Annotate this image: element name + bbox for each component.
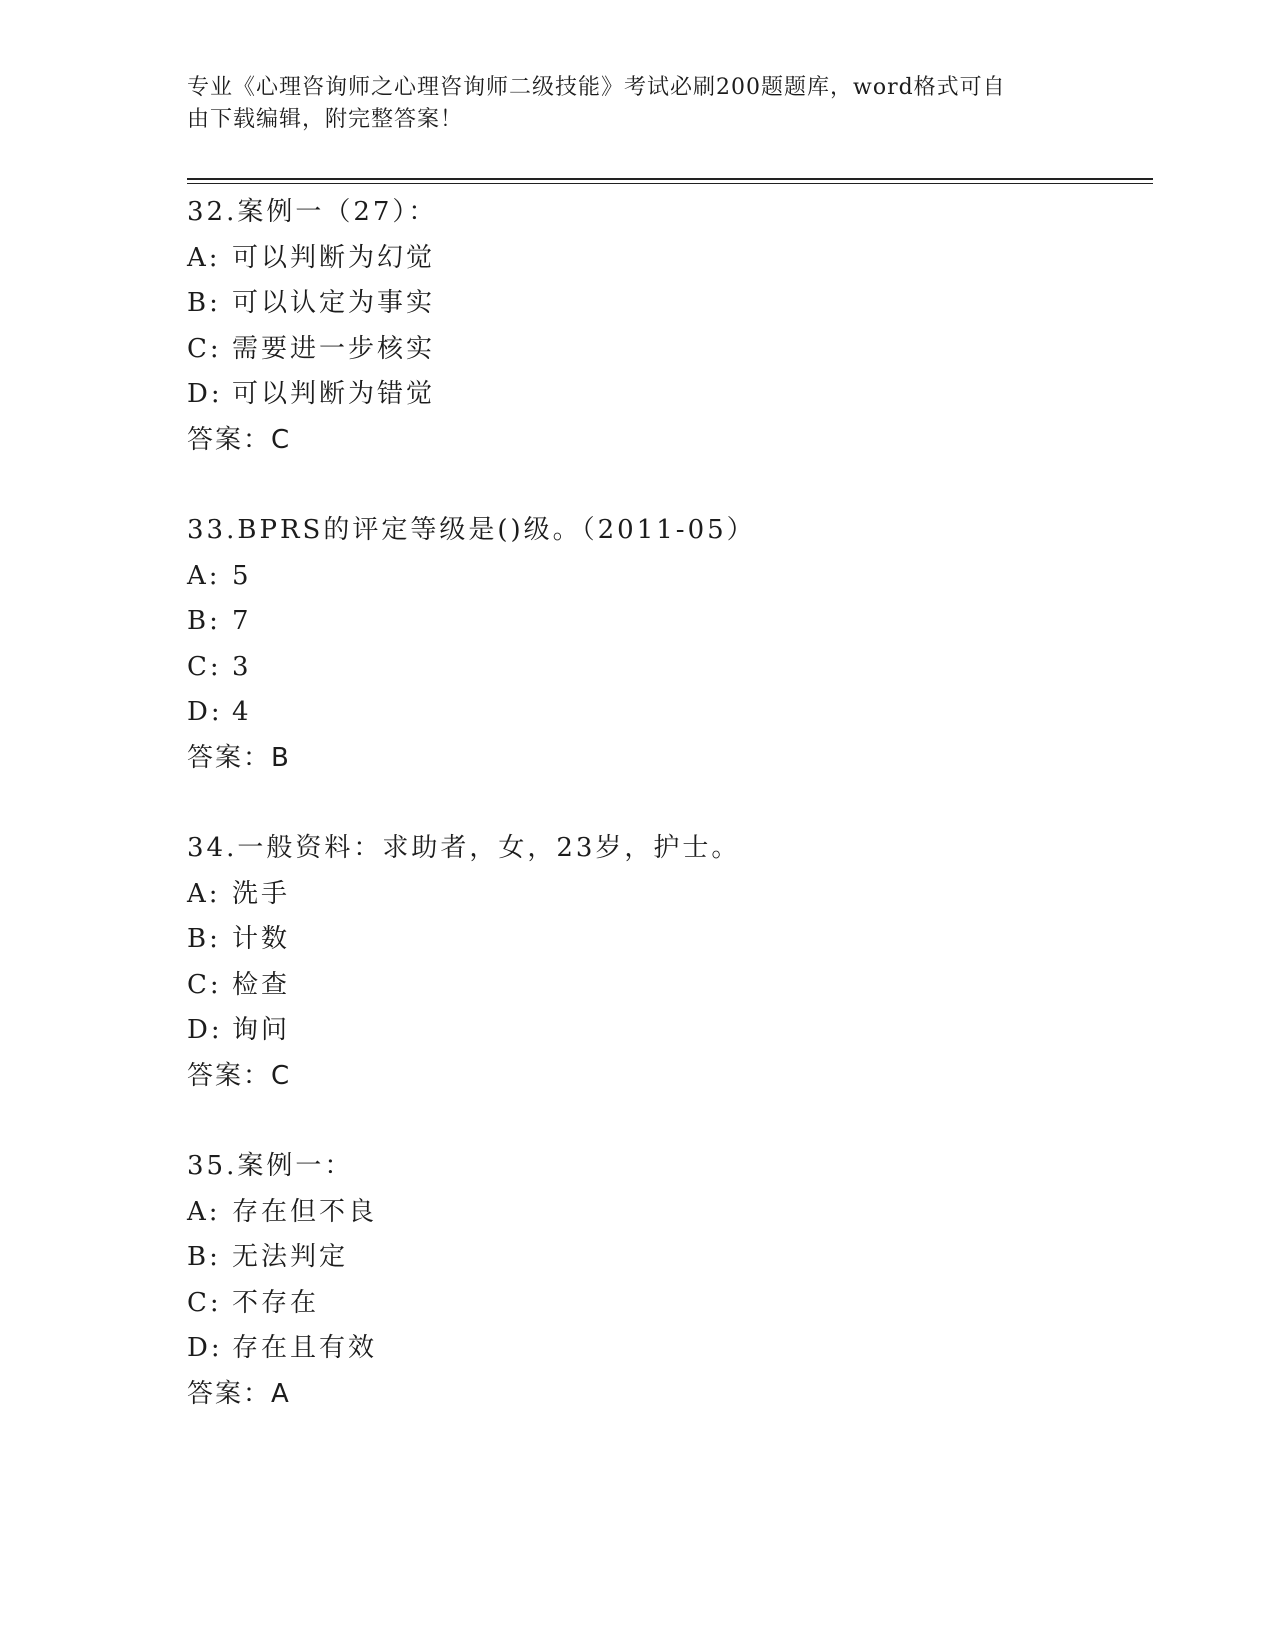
question-stem: 34.一般资料：求助者，女，23岁，护士。 (187, 832, 741, 863)
option-text: 需要进一步核实 (232, 333, 436, 364)
option-text: 检查 (232, 969, 291, 1000)
option-a (187, 554, 1147, 600)
option-c (187, 645, 1147, 691)
option-d (187, 690, 1147, 736)
option-text: 5 (232, 560, 252, 591)
option-letter: A: (187, 1196, 221, 1227)
answer-line: 答案：B (187, 742, 291, 773)
header-divider-thin (187, 183, 1153, 184)
question-stem: 33.BPRS的评定等级是()级。（2011-05） (187, 514, 756, 545)
option-b (187, 281, 1147, 327)
option-text: 可以判断为错觉 (232, 379, 436, 410)
option-text: 无法判定 (232, 1242, 349, 1273)
option-b (187, 599, 1147, 645)
option-a (187, 236, 1147, 282)
option-letter: C: (187, 651, 222, 682)
option-letter: A: (187, 242, 221, 273)
option-text: 4 (232, 697, 252, 728)
option-text: 7 (232, 606, 252, 637)
option-d (187, 1008, 1147, 1054)
question-32 (187, 190, 1147, 463)
answer-line: 答案：C (187, 1060, 292, 1091)
question-33 (187, 508, 1147, 781)
question-stem: 32.案例一（27）： (187, 197, 438, 227)
option-c (187, 327, 1147, 373)
option-letter: B: (187, 606, 221, 637)
answer-line: 答案：C (187, 424, 292, 455)
option-text: 洗手 (232, 878, 291, 909)
question-list (187, 190, 1147, 1462)
header-line-2: 由下载编辑，附完整答案！ (187, 107, 464, 132)
option-letter: B: (187, 924, 221, 955)
option-letter: B: (187, 288, 221, 319)
question-35 (187, 1144, 1147, 1417)
option-letter: D: (187, 1015, 223, 1046)
option-letter: B: (187, 1242, 221, 1273)
option-a (187, 872, 1147, 918)
question-stem: 35.案例一： (187, 1150, 354, 1181)
document-header (187, 72, 1067, 136)
option-b (187, 917, 1147, 963)
option-a (187, 1190, 1147, 1236)
option-letter: A: (187, 560, 221, 591)
option-d (187, 372, 1147, 418)
option-letter: C: (187, 1287, 222, 1318)
option-text: 不存在 (232, 1287, 320, 1318)
option-text: 可以判断为幻觉 (232, 242, 436, 273)
question-34 (187, 826, 1147, 1099)
option-letter: A: (187, 878, 221, 909)
option-text: 存在但不良 (232, 1196, 378, 1227)
answer-line: 答案：A (187, 1378, 291, 1409)
option-letter: D: (187, 379, 223, 410)
option-text: 3 (232, 651, 252, 682)
header-line-1: 专业《心理咨询师之心理咨询师二级技能》考试必刷200题题库，word格式可自 (187, 75, 1006, 100)
option-text: 存在且有效 (232, 1333, 378, 1364)
option-letter: C: (187, 969, 222, 1000)
option-letter: D: (187, 697, 223, 728)
option-c (187, 963, 1147, 1009)
option-letter: D: (187, 1333, 223, 1364)
option-c (187, 1281, 1147, 1327)
option-text: 询问 (232, 1015, 291, 1046)
option-d (187, 1326, 1147, 1372)
option-b (187, 1235, 1147, 1281)
header-divider-thick (187, 178, 1153, 180)
option-text: 计数 (232, 924, 291, 955)
option-letter: C: (187, 333, 222, 364)
option-text: 可以认定为事实 (232, 288, 436, 319)
